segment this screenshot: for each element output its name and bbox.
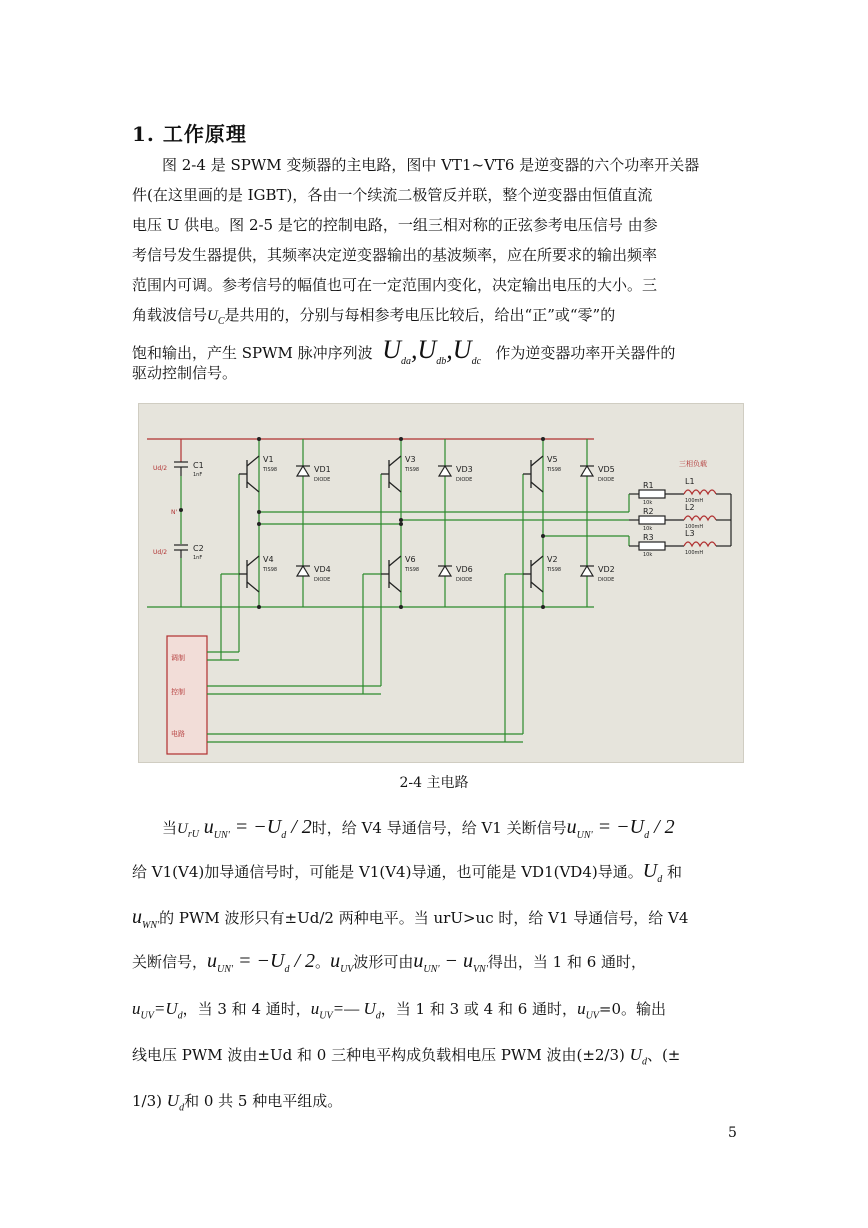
label-vd2: VD2 [598,565,615,574]
math-symbol: =— U [332,999,376,1018]
label-control-2: 控制 [171,688,185,696]
math-udb [417,335,447,368]
math [166,1091,185,1114]
math-uda [382,335,412,368]
label-l3: L3 [685,529,695,538]
math [330,950,354,975]
math-subscript: UN' [217,964,234,975]
math-symbol: =U [153,999,178,1018]
label-control-1: 调制 [171,654,185,662]
math-symbol: U [166,1091,180,1110]
label-l1: L1 [685,477,695,486]
text-fragment: 得出，当 1 和 6 通时， [487,953,647,971]
math-symbol: − [439,950,463,972]
text-line: 考信号发生器提供，其频率决定逆变器输出的基波频率，应在所要求的输出频率 [132,246,658,264]
text-fragment: 的 PWM 波形只有±Ud/2 两种电平。当 urU>uc 时，给 V1 导通信号，给 V4 [159,909,689,927]
label-r1-value: 10k [643,500,653,506]
math-subscript: d [179,1102,185,1114]
text-fragment: 是共用的，分别与每相参考电压比较后，给出“正”或“零”的 [224,306,616,324]
label-n-prime: N' [171,509,178,516]
math-symbol: u [132,999,141,1018]
math-subscript: VN' [472,964,488,975]
math-subscript: C [217,316,225,327]
text-line [132,946,646,985]
math-uc [207,308,225,327]
label-v4-part: TIS98 [263,567,278,573]
section-heading: 1. 工作原理 [132,122,247,146]
math-subscript: db [436,356,447,368]
math-symbol: / 2 [654,816,675,838]
text-line [132,902,688,941]
math-symbol: U [417,335,437,364]
math-subscript: UN' [576,830,593,841]
text-fragment: 作为逆变器功率开关器件的 [495,344,676,362]
math [629,1045,647,1068]
diode-vd1-symbol [296,466,310,476]
label-v6-part: TIS98 [405,567,420,573]
text-fragment: 和 [666,863,682,881]
label-ud2-bottom: Ud/2 [153,549,168,556]
math [177,821,199,840]
text-fragment: 1/3) [132,1092,162,1110]
math-symbol: u [577,999,586,1018]
diode-vd5-symbol [580,466,594,476]
math-symbol: u [203,816,214,838]
circuit-diagram [139,404,743,762]
math-subscript: UV [585,1010,599,1022]
math-subscript: UV [319,1010,333,1022]
resistor-r3 [639,542,665,550]
math-symbol: / 2 [291,816,312,838]
math-subscript: d [641,1056,647,1068]
math-symbol: U [452,335,472,364]
text-line: 件(在这里画的是 IGBT)，各由一个续流二极管反并联，整个逆变器由恒值直流 [132,186,653,204]
text-fragment: 线电压 PWM 波由±Ud 和 0 三种电平构成负载相电压 PWM 波由(±2/3) [132,1046,625,1064]
math-symbol: u [413,950,424,972]
math-subscript: da [401,356,412,368]
inductor-l3 [684,542,716,546]
label-c1: C1 [193,461,204,470]
math-subscript: UN' [213,830,230,841]
text-line: 图 2-4 是 SPWM 变频器的主电路，图中 VT1~VT6 是逆变器的六个功率开关器 [162,156,700,174]
math-subscript: UV [340,964,354,975]
diode-vd2-symbol [580,566,594,576]
label-v3-part: TIS98 [405,467,420,473]
label-v1: V1 [263,455,274,464]
figure-caption: 2-4 主电路 [399,775,469,791]
label-v3: V3 [405,455,416,464]
math-udc [452,335,482,368]
math-subscript: rU [187,829,199,840]
text-fragment: 角载波信号 [132,306,208,324]
resistor-r2 [639,516,665,524]
label-l2: L2 [685,503,695,512]
label-v1-part: TIS98 [263,467,278,473]
math-symbol: U [642,860,658,882]
math-symbol: / 2 [294,950,316,972]
text-fragment: 给 V1(V4)加导通信号时，可能是 V1(V4)导通，也可能是 VD1(VD4)导通。 [132,863,643,881]
igbt-v4-symbol [239,556,259,592]
label-v5-part: TIS98 [547,467,562,473]
igbt-v5-symbol [523,456,543,492]
label-r3: R3 [643,533,654,542]
label-three-phase-load: 三相负载 [679,460,707,468]
math-symbol: u [207,950,218,972]
text-line [132,994,666,1031]
math [566,816,675,841]
label-l2-value: 100mH [685,524,704,530]
circuit-figure [138,403,744,763]
math-subscript: d [281,830,287,841]
math [413,950,488,975]
igbt-v3-symbol [381,456,401,492]
math-symbol: u [132,906,142,928]
label-ud2-top: Ud/2 [153,465,168,472]
label-vd5-part: DIODE [598,477,615,483]
label-control-3: 电路 [171,730,185,738]
math [642,860,663,885]
text-fragment: ，当 3 和 4 通时， [182,1000,311,1018]
text-line [132,1086,342,1123]
math-subscript: dc [471,356,482,368]
math-symbol: u [566,816,577,838]
label-vd5: VD5 [598,465,615,474]
math-subscript: UN' [423,964,440,975]
igbt-v2-symbol [523,556,543,592]
math-symbol: U [629,1045,642,1064]
math-symbol: u [310,999,320,1018]
label-vd4-part: DIODE [314,577,331,583]
inductor-l1 [684,490,716,494]
math-subscript: d [177,1010,183,1022]
math [132,999,183,1022]
label-vd3-part: DIODE [456,477,473,483]
label-v5: V5 [547,455,558,464]
math [207,950,316,975]
label-vd1: VD1 [314,465,331,474]
diode-vd4-symbol [296,566,310,576]
text-line [162,812,675,851]
math-symbol: U [207,308,218,324]
math-symbol: U [382,335,402,364]
text-fragment: 当 [162,819,178,837]
label-r1: R1 [643,481,654,490]
math [203,816,312,841]
label-c2: C2 [193,544,204,553]
text-line [132,856,682,895]
text-fragment: 。 [315,953,331,971]
math-comma: , [446,335,453,364]
label-v2-part: TIS98 [547,567,562,573]
text-line: 电压 U 供电。图 2-5 是它的控制电路，一组三相对称的正弦参考电压信号 由参 [132,216,658,234]
label-vd3: VD3 [456,465,473,474]
text-fragment: 时，给 V4 导通信号，给 V1 关断信号 [311,819,567,837]
label-l1-value: 100mH [685,498,704,504]
label-c1-value: 1nF [193,472,203,478]
label-r2-value: 10k [643,526,653,532]
label-r2: R2 [643,507,654,516]
math-symbol: u [462,950,473,972]
diode-vd3-symbol [438,466,452,476]
math-subscript: d [644,830,650,841]
math [310,999,381,1022]
math-subscript: d [375,1010,381,1022]
label-r3-value: 10k [643,552,653,558]
math [132,906,160,931]
text-line [132,1040,680,1077]
math-subscript: WN' [142,920,160,931]
text-fragment: 和 0 共 5 种电平组成。 [184,1092,343,1110]
math-subscript: d [284,964,290,975]
igbt-v1-symbol [239,456,259,492]
text-line [132,300,736,330]
math-comma: , [411,335,418,364]
math-symbol: = −U [234,816,282,838]
inductor-l2 [684,516,716,520]
text-fragment: 、(± [646,1046,681,1064]
label-v2: V2 [547,555,558,564]
label-vd6-part: DIODE [456,577,473,583]
math-symbol: = −U [597,816,645,838]
label-v6: V6 [405,555,416,564]
text-fragment: 波形可由 [353,953,414,971]
math [577,999,599,1022]
math-symbol: = −U [238,950,285,972]
math-symbol: U [177,821,188,837]
diode-vd6-symbol [438,566,452,576]
math-symbol: u [330,950,341,972]
text-line: 范围内可调。参考信号的幅值也可在一定范围内变化，决定输出电压的大小。三 [132,276,658,294]
igbt-v6-symbol [381,556,401,592]
math-subscript: d [657,874,663,885]
paragraph-principle [132,150,736,388]
label-vd6: VD6 [456,565,473,574]
label-l3-value: 100mH [685,550,704,556]
label-c2-value: 1nF [193,555,203,561]
label-vd1-part: DIODE [314,477,331,483]
page-number: 5 [728,1125,737,1141]
math-subscript: UV [140,1010,154,1022]
text-fragment: 关断信号， [132,953,208,971]
text-fragment: =0。输出 [598,1000,667,1018]
text-fragment: ，当 1 和 3 或 4 和 6 通时， [380,1000,578,1018]
resistor-r1 [639,490,665,498]
label-vd2-part: DIODE [598,577,615,583]
text-fragment: 饱和输出，产生 SPWM 脉冲序列波 [132,344,373,362]
label-v4: V4 [263,555,274,564]
label-vd4: VD4 [314,565,331,574]
text-line: 驱动控制信号。 [132,364,238,382]
